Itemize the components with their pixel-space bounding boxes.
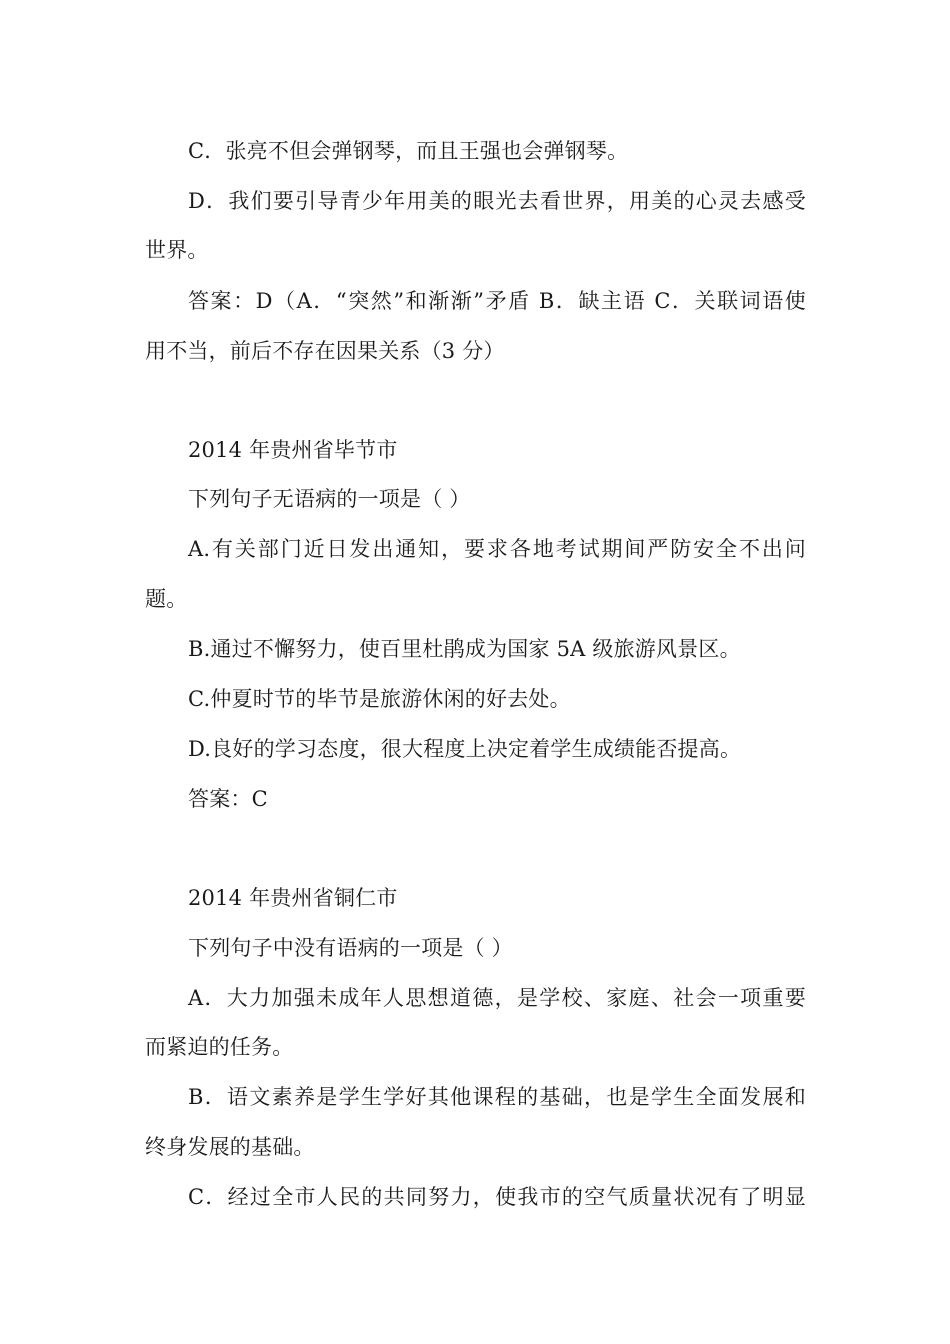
s1-option-d-line2: 世界。 [145,238,209,262]
s2-option-b: B.通过不懈努力，使百里杜鹃成为国家 5A 级旅游风景区。 [188,637,741,661]
s2-option-c: C.仲夏时节的毕节是旅游休闲的好去处。 [188,687,571,711]
s1-answer-line1: 答案：D（A．“突然”和渐渐”矛盾 B．缺主语 C．关联词语使 [188,289,806,313]
s2-answer: 答案：C [188,787,268,811]
s1-option-d-line1: D．我们要引导青少年用美的眼光去看世界，用美的心灵去感受 [188,189,806,213]
s3-option-b-line2: 终身发展的基础。 [145,1135,315,1159]
s3-question: 下列句子中没有语病的一项是（ ） [188,936,513,960]
s1-answer-line2: 用不当，前后不存在因果关系（3 分） [145,339,505,363]
s1-option-c: C．张亮不但会弹钢琴，而且王强也会弹钢琴。 [188,139,629,163]
s3-option-b-line1: B．语文素养是学生学好其他课程的基础，也是学生全面发展和 [188,1085,806,1109]
s3-option-a-line1: A．大力加强未成年人思想道德，是学校、家庭、社会一项重要 [188,986,806,1010]
s2-question: 下列句子无语病的一项是（ ） [188,487,471,511]
s2-source: 2014 年贵州省毕节市 [188,438,398,462]
s2-option-d: D.良好的学习态度，很大程度上决定着学生成绩能否提高。 [188,737,742,761]
s3-option-a-line2: 而紧迫的任务。 [145,1035,294,1059]
s3-option-c-line1: C．经过全市人民的共同努力，使我市的空气质量状况有了明显 [188,1185,806,1209]
s2-option-a-line2: 题。 [145,587,188,611]
s3-source: 2014 年贵州省铜仁市 [188,886,398,910]
s2-option-a-line1: A.有关部门近日发出通知，要求各地考试期间严防安全不出问 [188,537,806,561]
